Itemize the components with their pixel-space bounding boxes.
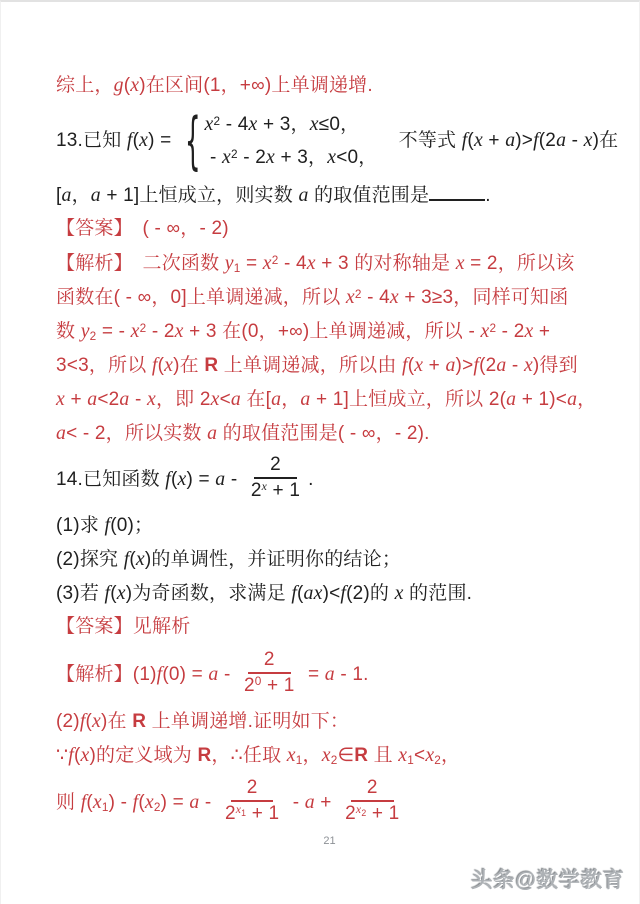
text-run: - [566,130,584,151]
text-run: x [480,320,490,342]
problem-14-statement [56,450,603,508]
text-run: - 1. [334,664,369,685]
text-run: (0)； [110,515,154,536]
answer-14 [56,610,603,644]
text-run: 2 [345,802,356,824]
text-run: f [126,129,133,151]
text-run: 2 [489,321,497,335]
summary-g-monotonic [56,68,603,102]
text-run: )的定义域为 [89,745,198,766]
text-run: + [64,389,88,410]
text-run: 1 [101,800,109,814]
text-run: ， [577,389,597,410]
text-run: 3<3，所以 [56,355,152,376]
text-run: ( [157,355,165,376]
text-run: x [321,744,331,766]
text-run: a [215,468,226,490]
text-run: ( [110,583,117,604]
text-run: f [402,354,408,376]
text-run: x [139,129,149,151]
text-run: - [506,355,524,376]
text-run: )> [455,355,474,376]
text-run: a [87,388,98,410]
text-run: ) = [148,130,177,151]
text-run: . [308,469,314,490]
text-run: )的单调性，并证明你的结论； [144,549,402,570]
text-run: x [92,710,102,732]
text-run: 2 [361,807,367,818]
text-run: + [533,321,551,342]
text-run: - 2 [496,321,525,342]
analysis-14-part2-setup [56,738,603,772]
text-run: 2 [139,321,147,335]
text-run: a [303,582,314,604]
text-run: 的取值范围是( - ∞，- 2). [217,423,430,444]
text-run: f [461,129,468,151]
text-run: 2 [153,800,161,814]
text-run: (2)的 [346,583,395,604]
text-run: - [199,792,217,813]
text-run: + 1]上恒成立，所以 2( [310,389,507,410]
text-run: = 2，所以该 [464,253,575,274]
text-run: a [298,184,309,206]
text-run: (0) = [162,664,209,685]
text-run: x [235,803,242,817]
text-run: )> [515,130,534,151]
text-run: + 1 [261,674,295,696]
text-run: a [567,388,578,410]
text-run: x [146,388,156,410]
text-run: y [224,252,234,274]
text-run: x [455,252,465,274]
text-run: ( [407,355,415,376]
text-run: x [398,744,408,766]
text-run: 2 [231,147,238,161]
document-body [56,68,619,832]
text-run: = [302,664,325,685]
analysis-14-part1 [56,644,603,704]
text-run: (2)探究 [56,549,124,570]
text-run: (1)求 [56,515,105,536]
text-run: x [355,803,362,817]
text-run: < [219,389,231,410]
text-run: x [130,74,140,96]
text-run: x [177,468,187,490]
text-run: 则 [56,792,81,813]
text-run: (2) [56,711,80,732]
text-run: x [583,129,593,151]
text-run: 2 [89,329,97,343]
text-run: R [197,745,212,766]
text-run: (2 [479,355,497,376]
text-run: x [92,791,102,813]
text-run: <2 [97,389,120,410]
text-run: 数 [56,321,81,342]
text-run: 且 [368,745,399,766]
text-run: 不等式 [379,130,462,151]
analysis-14-part2-claim [56,704,603,738]
text-run: + 1]上恒成立，则实数 [100,185,299,206]
text-run: 2 [270,453,281,475]
text-run: x [262,252,272,274]
text-run: 【解析】 二次函数 [56,253,225,274]
text-run: < - 2，所以实数 [66,423,208,444]
text-run: f [104,582,111,604]
text-run: x [327,145,337,168]
text-run: - 2 [237,146,267,168]
text-run: ( [132,130,140,151]
problem-14-part-1 [56,508,603,542]
text-run: 在[ [240,389,272,410]
text-run: x [389,286,399,308]
text-run: R [354,745,369,766]
text-run: a [506,388,517,410]
text-run: 2 [250,479,262,501]
problem-13-statement [56,102,619,178]
text-run: ( [138,792,145,813]
text-run: g [113,74,124,96]
text-run: a [496,354,507,376]
text-run: x [56,388,65,410]
text-run: + 1 [366,802,400,824]
text-run: a [324,663,335,685]
text-run: ≤0， [318,113,360,135]
text-run: x [266,145,275,168]
text-run: x [248,112,258,135]
text-run: x [286,744,296,766]
text-run: 上单调递增.证明如下： [146,711,350,732]
text-run: - [225,469,243,490]
text-run: ( [297,583,304,604]
page-number: 21 [323,835,336,847]
text-run: ) - [108,792,133,813]
text-run: f [340,582,347,604]
text-run: 2 [434,753,442,767]
text-run: 0 [254,675,262,689]
text-run: a [61,184,72,206]
analysis-14-part2-difference [56,772,603,832]
text-run: ，∴任取 [211,745,287,766]
text-run: f [151,354,158,376]
text-run: 2 [271,253,279,267]
text-run: + 3， [274,146,328,168]
text-run: <0， [336,146,378,168]
text-run: - 2 [146,321,175,342]
text-run: f [80,791,87,813]
text-run: ， [71,185,91,206]
text-run: - [129,389,147,410]
text-run: + 3≥3，同样可知函 [398,287,569,308]
text-run: x [394,582,404,604]
text-run: x [261,480,268,494]
text-run: a [119,388,130,410]
text-run: 的范围. [403,583,473,604]
text-run: f [165,468,171,490]
text-run: 13.已知 [56,130,127,151]
text-run: < [414,745,426,766]
text-run: 2 [213,114,221,128]
text-run: 综上， [56,75,114,96]
watermark-toutiao: 头条@数学教育 [471,869,625,892]
text-run: )在 [592,130,619,151]
problem-14-part-3 [56,576,603,610]
text-run: ∈ [337,745,355,766]
text-run: + [482,130,506,151]
text-run: + 1)< [516,389,568,410]
text-run: x [345,286,355,308]
text-run: x [473,129,483,151]
text-run: )< [322,583,341,604]
text-run: x [80,744,90,766]
text-run: a [271,388,282,410]
text-run: a [300,388,311,410]
text-run: 上单调递减，所以由 [218,355,403,376]
text-run: R [204,355,219,376]
text-run: + [423,355,446,376]
fraction [342,777,402,826]
text-run: x [313,582,323,604]
text-run: ∵ [56,745,69,766]
analysis-13-line-4 [56,348,603,382]
fraction [241,649,298,698]
text-run: 2 [224,802,236,824]
text-run: x [135,548,145,570]
fraction [222,777,282,826]
text-run: + 3， [257,113,310,135]
text-run: 2 [243,674,255,696]
text-run: x [414,354,424,376]
text-run: f [123,548,130,570]
text-run: - [218,664,236,685]
text-run: - 4 [220,113,249,135]
text-run: ) = [160,792,190,813]
text-run: ( [86,792,93,813]
text-run: )得到 [532,355,578,376]
text-run: x [306,252,316,274]
text-run: a [189,791,200,813]
text-run: 1 [407,753,415,767]
text-run: x [523,354,533,376]
text-run: x [309,112,319,135]
analysis-13-line-3 [56,314,603,348]
problem-14-part-2 [56,542,603,576]
text-run: f [291,582,297,604]
text-run: 【答案】 ( - ∞，- 2) [56,218,229,239]
text-run: x [524,320,534,342]
text-run: R [132,711,147,732]
text-run: )在 [101,711,133,732]
text-run: + 3 的对称轴是 [315,253,456,274]
text-run: ( [467,130,474,151]
text-run: ( [85,711,93,732]
analysis-13-line-5 [56,382,603,416]
text-run: a [56,422,67,444]
text-run: f [473,354,480,376]
text-run: (3)若 [56,583,105,604]
text-run: 2 [263,648,275,670]
text-run: a [505,129,516,151]
text-run: 14.已知函数 [56,469,166,490]
text-run: x [144,791,154,813]
text-run: f [104,514,111,536]
text-run: ( [129,549,136,570]
text-run: )在 [173,355,205,376]
text-run: = - [96,321,131,342]
text-run: ， [302,745,322,766]
text-run: - 4 [278,253,307,274]
left-brace-icon: { [184,103,201,177]
text-run: a [304,791,315,813]
text-run: a [207,422,218,444]
analysis-13-line-6 [56,416,603,450]
analysis-13-line-1 [56,246,603,280]
text-run: 函数在( - ∞，0]上单调递减，所以 [56,287,346,308]
text-run: ( [73,745,81,766]
text-run: )在区间(1，+∞)上单调递增. [139,75,373,96]
text-run: ( [170,469,178,490]
text-run: ( [123,75,131,96]
text-run: f [79,710,86,732]
fraction [248,454,303,503]
text-run: 2 [366,776,378,798]
text-run: ， [281,389,301,410]
text-run: a [445,354,456,376]
text-run: 2 [246,776,258,798]
text-run: x [130,320,140,342]
text-run: x [174,320,184,342]
text-run: f [68,744,74,766]
text-run: 2 [354,287,362,301]
piecewise-cases [179,103,378,177]
text-run: )为奇函数，求满足 [125,583,292,604]
text-run: 【答案】见解析 [56,616,191,637]
text-run: 1 [233,261,241,275]
text-run: x [204,112,214,135]
text-run: ，即 2 [155,389,211,410]
text-run: 1 [241,807,247,818]
text-run: ) = [186,469,216,490]
text-run: + 3 在(0，+∞)上单调递减，所以 - [183,321,481,342]
text-run: + 1 [246,802,280,824]
text-run: f [132,791,139,813]
text-run: x [425,744,435,766]
text-run: a [90,184,101,206]
text-run: a [208,663,219,685]
text-run: x [116,582,126,604]
text-run: x [222,145,231,168]
text-run: a [556,129,567,151]
text-run: = [240,253,263,274]
text-run: x [164,354,174,376]
text-run: y [80,320,90,342]
analysis-13-line-2 [56,280,603,314]
text-run: [ [56,185,62,206]
text-run: + [314,792,338,813]
text-run: 的取值范围是 [308,185,430,206]
problem-13-statement-cont [56,178,603,212]
text-run: (2 [538,130,557,151]
answer-blank [429,197,485,201]
text-run: x [210,388,220,410]
text-run: f [156,663,163,685]
text-run: + 1 [267,479,301,501]
text-run: 【解析】(1) [56,664,157,685]
text-run: 1 [295,753,303,767]
text-run: - [204,146,223,168]
text-run: f [533,129,539,151]
text-run: - 4 [361,287,390,308]
text-run: ， [441,745,461,766]
answer-13 [56,212,603,246]
text-run: a [230,388,241,410]
text-run: . [485,185,491,206]
text-run: 2 [330,753,338,767]
text-run: - [287,792,305,813]
